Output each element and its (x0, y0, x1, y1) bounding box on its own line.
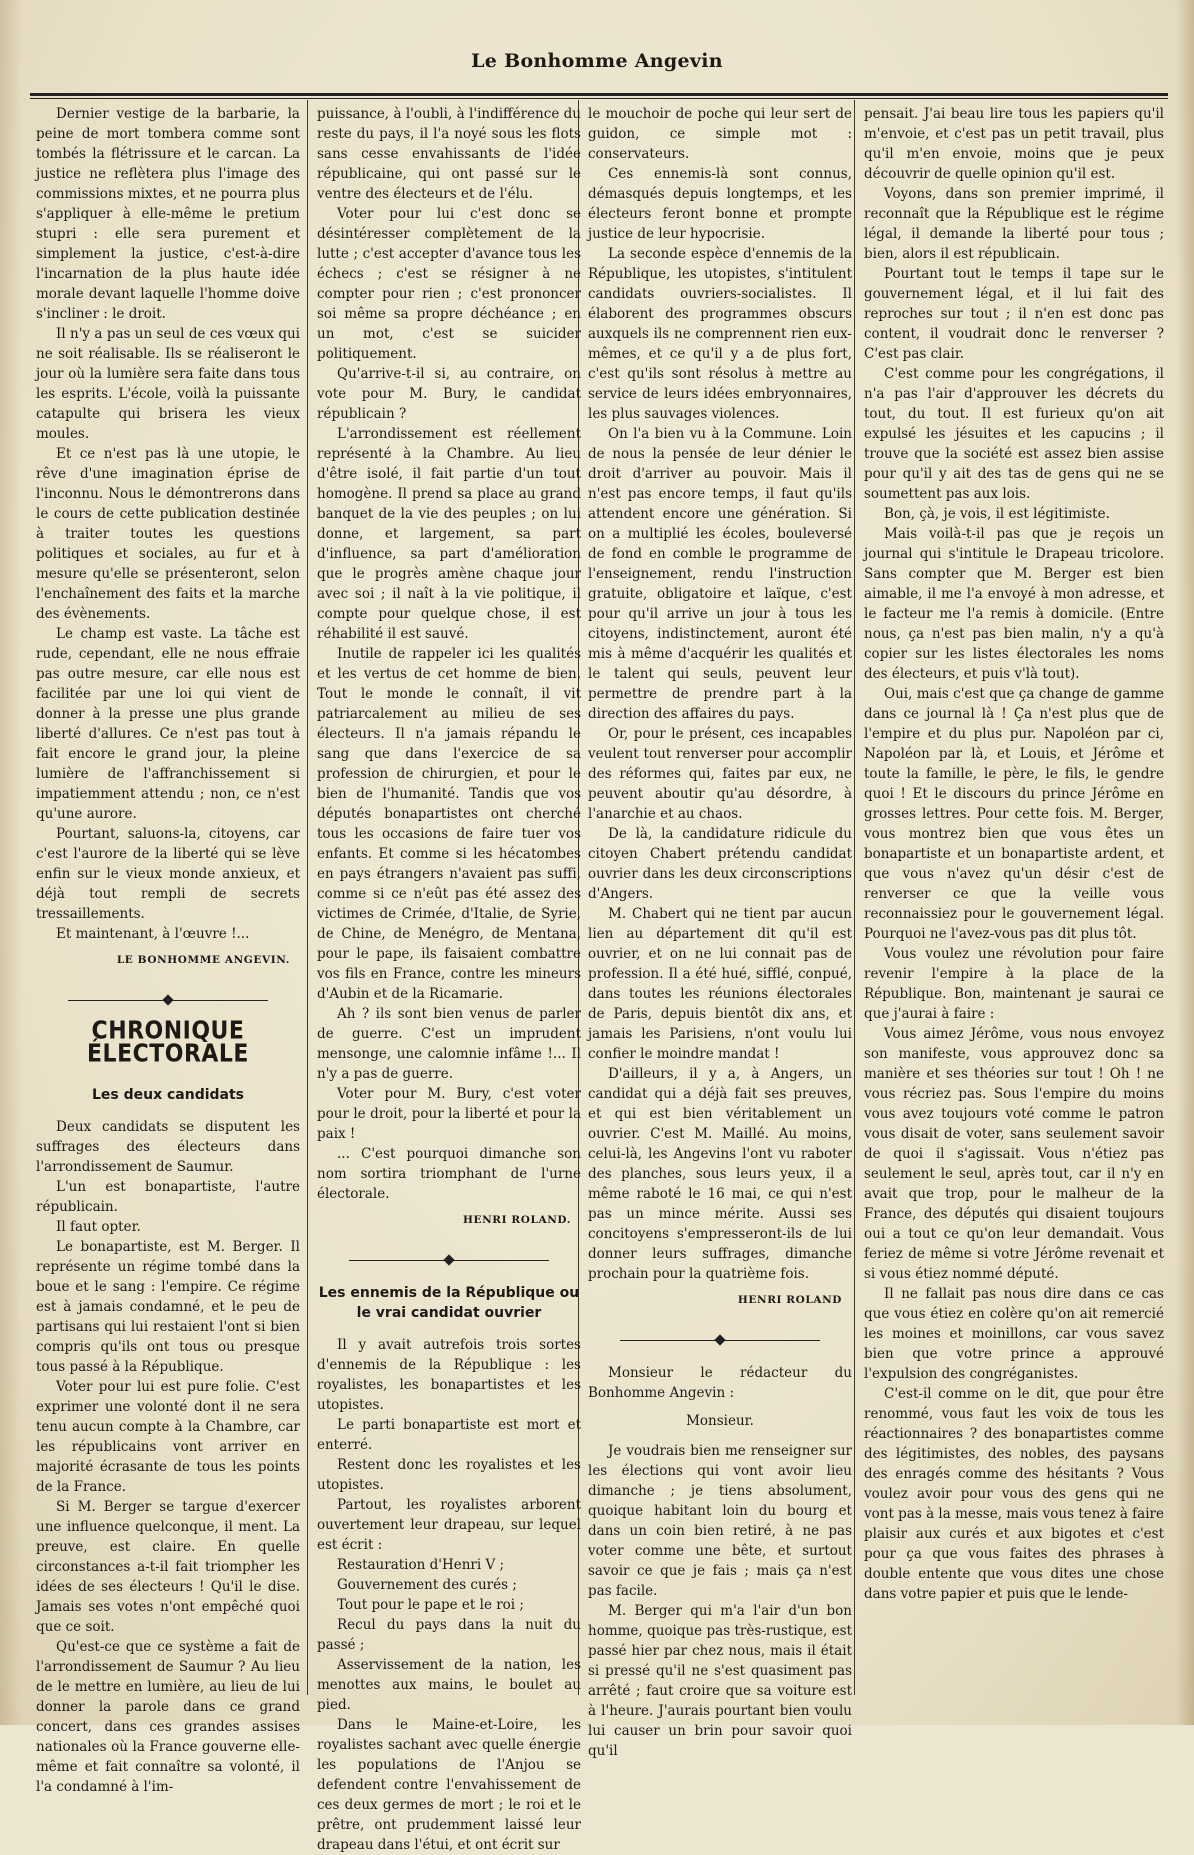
letter-intro: Monsieur le rédacteur du Bonhomme Angevin : (588, 1365, 852, 1401)
column-divider (854, 100, 855, 1695)
paragraph: Vous voulez une révolution pour faire revenir l'empire à la place de la République. Bon, maintenant je saurai ce que j'aurai à faire : (864, 946, 1164, 1022)
paragraph: M. Berger qui m'a l'air d'un bon homme, quoique pas très-rustique, est passé hier par chez nous, mais il était si pressé qu'il ne s'est quasiment pas arrêté ; faut croire que sa voiture est à l'heure. J'aurais pourtant bien voulu lui causer un brin pour savoir quoi qu'il (588, 1603, 852, 1759)
paragraph: Voter pour M. Bury, c'est voter pour le droit, pour la liberté et pour la paix ! (317, 1086, 581, 1142)
page-edge-shadow-right (1176, 0, 1194, 1725)
paragraph: L'arrondissement est réellement représenté à la Chambre. Au lieu d'être isolé, il fait partie d'un tout homogène. Il prend sa place au grand banquet de la vie des peuples ; on lui donne, et largement, sa part d'influence, sa part d'amélioration que le progrès amène chaque jour avec soi ; il naît à la vie politique, il compte pour quelque chose, il est réhabilité il est sauvé. (317, 426, 581, 642)
paragraph: Bon, çà, je vois, il est légitimiste. (884, 506, 1110, 522)
paragraph: Partout, les royalistes arborent ouvertement leur drapeau, sur lequel est écrit : (317, 1497, 581, 1553)
section-divider (349, 1256, 549, 1265)
paragraph: C'est comme pour les congrégations, il n'a pas l'air d'approuver les décrets du tout, du tout. Il est furieux qu'on ait expulsé les jésuites et les capucins ; il trouve que la société est assez bien assise pour qu'il y ait des tas de gens qui ne se soumettent pas aux lois. (864, 366, 1164, 502)
paragraph: On l'a bien vu à la Commune. Loin de nous la pensée de leur dénier le droit d'arriver au pouvoir. Mais il n'est pas encore temps, il faut qu'ils attendent encore une génération. Si on a multiplié les écoles, bouleversé de fond en comble le programme de l'enseignement, rendu l'instruction gratuite, obligatoire et laïque, c'est pour qu'il arrive un jour à tous les citoyens, indistinctement, auront été mis à même d'acquérir les qualités et le talent qui seuls, peuvent leur permettre de prendre part à la direction des affaires du pays. (588, 426, 852, 722)
column-1 (36, 104, 300, 1797)
paragraph: Voter pour lui est pure folie. C'est exprimer une volonté dont il ne sera tenu aucun compte à la Chambre, car les républicains vont arriver en majorité écrasante de tous les points de la France. (36, 1379, 300, 1495)
paragraph: La seconde espèce d'ennemis de la République, les utopistes, s'intitulent candidats ouvriers-socialistes. Il élaborent des programmes obscurs auxquels ils ne comprennent rien eux-mêmes, et ce qu'il y a de plus fort, c'est qu'ils sont résolus à mettre au service de leurs idées embryonnaires, les plus sauvages violences. (588, 246, 852, 422)
paragraph: Or, pour le présent, ces incapables veulent tout renverser pour accomplir des réformes qui, faites par eux, ne peuvent aboutir qu'au désordre, à l'anarchie et au chaos. (588, 726, 852, 822)
paragraph: Qu'est-ce que ce système a fait de l'arrondissement de Saumur ? Au lieu de le mettre en lumière, au lieu de lui donner la parole dans ce grand concert, dans ces grandes assises nationales où la France gouverne elle-même et fait connaître sa volonté, il l'a condamné à l'im- (36, 1639, 300, 1795)
paragraph: Vous aimez Jérôme, vous nous envoyez son manifeste, vous approuvez donc sa manière et ses théories sur tout ! Oh ! ne vous récriez pas. Sous l'empire du moins vous avez toujours voté comme le patron vous disait de voter, sans seulement savoir de quoi il s'agissait. Vous n'étiez pas seulement le seul, après tout, car il n'y en avait que trop, pour le malheur de la France, des députés qui disaient toujours oui a tout ce qu'on leur demandait. Vous feriez de même si votre Jérôme revenait et si vous étiez nommé député. (864, 1026, 1164, 1282)
section-divider (68, 996, 268, 1005)
paragraph: Il y avait autrefois trois sortes d'ennemis de la République : les royalistes, les bonapartistes et les utopistes. (317, 1337, 581, 1413)
paragraph: Voyons, dans son premier imprimé, il reconnaît que la République est le régime légal, il demande la liberté pour tous ; bien, alors il est républicain. (864, 186, 1164, 262)
masthead-title: Le Bonhomme Angevin (471, 50, 723, 72)
section-divider (620, 1336, 820, 1345)
masthead-rule-thin (30, 98, 1168, 99)
paragraph: Ces ennemis-là sont connus, démasqués depuis longtemps, et les électeurs feront bonne et prompte justice de leur hypocrisie. (588, 166, 852, 242)
paragraph: Et maintenant, à l'œuvre !... (56, 926, 250, 942)
paragraph: Inutile de rappeler ici les qualités et les vertus de cet homme de bien. Tout le monde le connaît, il vit patriarcalement au milieu de ses électeurs. Il n'a jamais répandu le sang que dans l'exercice de sa profession de chirurgien, et pour le bien de l'humanité. Tandis que vos députés bonapartistes ont cherché tous les occasions de faire tuer vos enfants. Et comme si les hécatombes en pays étrangers n'avaient pas suffi, comme si ce n'eût pas été assez des victimes de Crimée, d'Italie, de Syrie, de Chine, de Menégro, de Mentana, pour le pape, ils faisaient combattre vos fils en France, contre les mineurs d'Aubin et de la Ricamarie. (317, 646, 581, 1002)
column-4 (864, 104, 1164, 1604)
paragraph: Qu'arrive-t-il si, au contraire, on vote pour M. Bury, le candidat républicain ? (317, 366, 581, 422)
paragraph: Mais voilà-t-il pas que je reçois un journal qui s'intitule le Drapeau tricolore. Sans compter que M. Berger est bien aimable, il me l'a envoyé à mon adresse, et le facteur me l'a remis à domicile. (Entre nous, ça n'est pas bien malin, n'y a qu'à copier sur les listes électorales les noms des électeurs, et puis v'là tout). (864, 526, 1164, 682)
list-item: Recul du pays dans la nuit du passé ; (317, 1617, 581, 1653)
article-signature: HENRI ROLAND (737, 1294, 842, 1306)
paragraph: le mouchoir de poche qui leur sert de guidon, ce simple mot : conservateurs. (588, 106, 852, 162)
article-subheading: Les ennemis de la République ou le vrai candidat ouvrier (318, 1285, 580, 1321)
slogan-list (317, 1555, 581, 1715)
paragraph: Ah ? ils sont bien venus de parler de guerre. C'est un imprudent mensonge, une calomnie infâme !... Il n'y a pas de guerre. (317, 1006, 581, 1082)
article-subheading: Les deux candidats (91, 1087, 245, 1103)
paragraph: M. Chabert qui ne tient par aucun lien au département dit qu'il est ouvrier, et on ne lui connait pas de profession. Il a été hué, sifflé, conpué, dans toutes les réunions électorales de Paris, depuis bientôt dix ans, et jamais les Parisiens, n'ont voulu lui confier le moindre mandat ! (588, 906, 852, 1062)
paragraph: Dans le Maine-et-Loire, les royalistes sachant avec quelle énergie les populations de l'Anjou se defendent contre l'envahissement de ces deux germes de mort ; le roi et le prêtre, ont prudemment laissé leur drapeau dans l'étui, et ont écrit sur (317, 1717, 581, 1853)
paragraph: De là, la candidature ridicule du citoyen Chabert prétendu candidat ouvrier dans les deux circonscriptions d'Angers. (588, 826, 852, 902)
paragraph: Le bonapartiste, est M. Berger. Il représente un régime tombé dans la boue et le sang : l'empire. Ce régime est à jamais condamné, et le peu de partisans qui lui restaient l'ont si bien compris qu'ils ont tous ou presque tous passé à la République. (36, 1239, 300, 1375)
paragraph: pensait. J'ai beau lire tous les papiers qu'il m'envoie, et c'est pas un petit travail, plus qu'il m'en envoie, moins que je peux découvrir de quelle opinion qu'il est. (864, 106, 1164, 182)
paragraph: L'un est bonapartiste, l'autre républicain. (36, 1179, 300, 1215)
list-item: Tout pour le pape et le roi ; (337, 1597, 524, 1613)
list-item: Restauration d'Henri V ; (337, 1557, 505, 1573)
paragraph: Deux candidats se disputent les suffrages des électeurs dans l'arrondissement de Saumur. (36, 1119, 300, 1175)
list-item: Gouvernement des curés ; (337, 1577, 517, 1593)
paragraph: Pourtant tout le temps il tape sur le gouvernement légal, et il lui fait des reproches sur tout ; il n'en est donc pas content, il voudrait donc le renverser ? C'est pas clair. (864, 266, 1164, 362)
section-title: CHRONIQUE ÉLECTORALE (87, 1016, 249, 1069)
masthead-rule-thick (30, 93, 1168, 96)
paragraph: Pourtant, saluons-la, citoyens, car c'est l'aurore de la liberté qui se lève enfin sur le vieux monde anxieux, et déjà tout rempli de secrets tressaillements. (36, 826, 300, 922)
paragraph: puissance, à l'oubli, à l'indifférence du reste du pays, il l'a noyé sous les flots sans cesse envahissants de l'idée républicaine, qui ont passé sur le ventre des électeurs et de l'élu. (317, 106, 581, 202)
paragraph: ... C'est pourquoi dimanche son nom sortira triomphant de l'urne électorale. (317, 1146, 581, 1202)
paragraph: Oui, mais c'est que ça change de gamme dans ce journal là ! Ça n'est plus que de l'empire et du plus pur. Napoléon par ci, Napoléon par là, et Louis, et Jérôme et toute la famille, le père, le fils, le gendre quoi ! Et le discours du prince Jérôme en grosses lettres. Pour cette fois. M. Berger, vous montrez bien que vous êtes un bonapartiste et un bonapartiste ardent, et que vous n'avez qu'un désir c'est de renverser ce que la veille vous reconnaissiez pour le gouvernement légal. Pourquoi ne l'avez-vous pas dit plus tôt. (864, 686, 1164, 942)
paragraph: Je voudrais bien me renseigner sur les élections qui vont avoir lieu dimanche ; je tiens absolument, quoique habitant loin du bourg et dans un coin bien retiré, à ne pas voter comme une bête, et surtout savoir ce que je fais ; mais ça n'est pas facile. (588, 1443, 852, 1599)
paragraph: Le parti bonapartiste est mort et enterré. (317, 1417, 581, 1453)
paragraph: D'ailleurs, il y a, à Angers, un candidat qui a déjà fait ses preuves, et qui est bien véritablement un ouvrier. C'est M. Maillé. Au moins, celui-là, les Angevins l'ont vu raboter des planches, sous leurs yeux, il a même raboté le 16 mai, ce qui n'est pas un mince mérite. Aussi ses concitoyens s'empresseront-ils de lui donner leurs suffrages, dimanche prochain pour la quatrième fois. (588, 1066, 852, 1282)
list-item: Asservissement de la nation, les menottes aux mains, le boulet au pied. (317, 1657, 581, 1713)
paragraph: Le champ est vaste. La tâche est rude, cependant, elle ne nous effraie pas outre mesure, car elle nous est facilitée par une loi qui vient de donner à la presse une plus grande liberté d'allures. Ce n'est pas tout à fait encore le grand jour, la pleine lumière de l'affranchissement si impatiemment attendu ; non, ce n'est qu'une aurore. (36, 626, 300, 822)
paragraph: Dernier vestige de la barbarie, la peine de mort tombera comme sont tombés la flétrissure et le carcan. La justice ne reflètera plus l'image des commissions mixtes, et ne pourra plus s'appliquer à elle-même le pretium stupri : elle sera purement et simplement la justice, c'est-à-dire l'incarnation de la plus haute idée morale devant laquelle l'homme doive s'incliner : le droit. (36, 106, 300, 322)
column-3 (588, 104, 852, 1761)
paragraph: Et ce n'est pas là une utopie, le rêve d'une imagination éprise de l'inconnu. Nous le démontrerons dans le cours de cette publication destinée à traiter toutes les questions politiques et sociales, au fur et à mesure qu'elle se présenteront, selon l'enchaînement des faits et la marche des évènements. (36, 446, 300, 622)
article-signature: LE BONHOMME ANGEVIN. (116, 954, 290, 966)
paragraph: Si M. Berger se targue d'exercer une influence quelconque, il ment. La preuve, est claire. En quelle circonstances a-t-il fait triompher les idées de ses électeurs ! Qu'il le dise. Jamais ses votes n'ont empêché quoi que ce soit. (36, 1499, 300, 1635)
column-2 (317, 104, 581, 1855)
paragraph: Il faut opter. (56, 1219, 141, 1235)
paragraph: Voter pour lui c'est donc se désintéresser complètement de la lutte ; c'est accepter d'avance tous les échecs ; c'est se résigner à ne compter pour rien ; c'est prononcer soi même sa propre déchéance ; en un mot, c'est se suicider politiquement. (317, 206, 581, 362)
paragraph: Il n'y a pas un seul de ces vœux qui ne soit réalisable. Ils se réaliseront le jour où la lumière sera faite dans tous les esprits. L'école, voilà la puissante catapulte qui brisera les vieux moules. (36, 326, 300, 442)
letter-salutation: Monsieur. (686, 1413, 754, 1429)
column-divider (307, 100, 308, 1695)
paragraph: Il ne fallait pas nous dire dans ce cas que vous étiez en colère qu'on ait remercié les moines et moinillons, car vous savez bien que votre prince a approuvé l'expulsion des congréganistes. (864, 1286, 1164, 1382)
article-signature: HENRI ROLAND. (462, 1214, 571, 1226)
paragraph: Restent donc les royalistes et les utopistes. (317, 1457, 581, 1493)
paragraph: C'est-il comme on le dit, que pour être renommé, vous faut les voix de tous les réactionnaires ? des bonapartistes comme des légitimistes, des nobles, des paysans des enragés comme des hésitants ? Vous voulez avoir pour vous des gens qui ne vont pas à la messe, mais vous tenez à faire plaisir aux curés et aux bigotes et c'est pour ça que vous faites des phrases à double entente que vous dites une chose dans votre papier et puis que le lende- (864, 1386, 1164, 1602)
page-edge-shadow-left (0, 0, 22, 1725)
